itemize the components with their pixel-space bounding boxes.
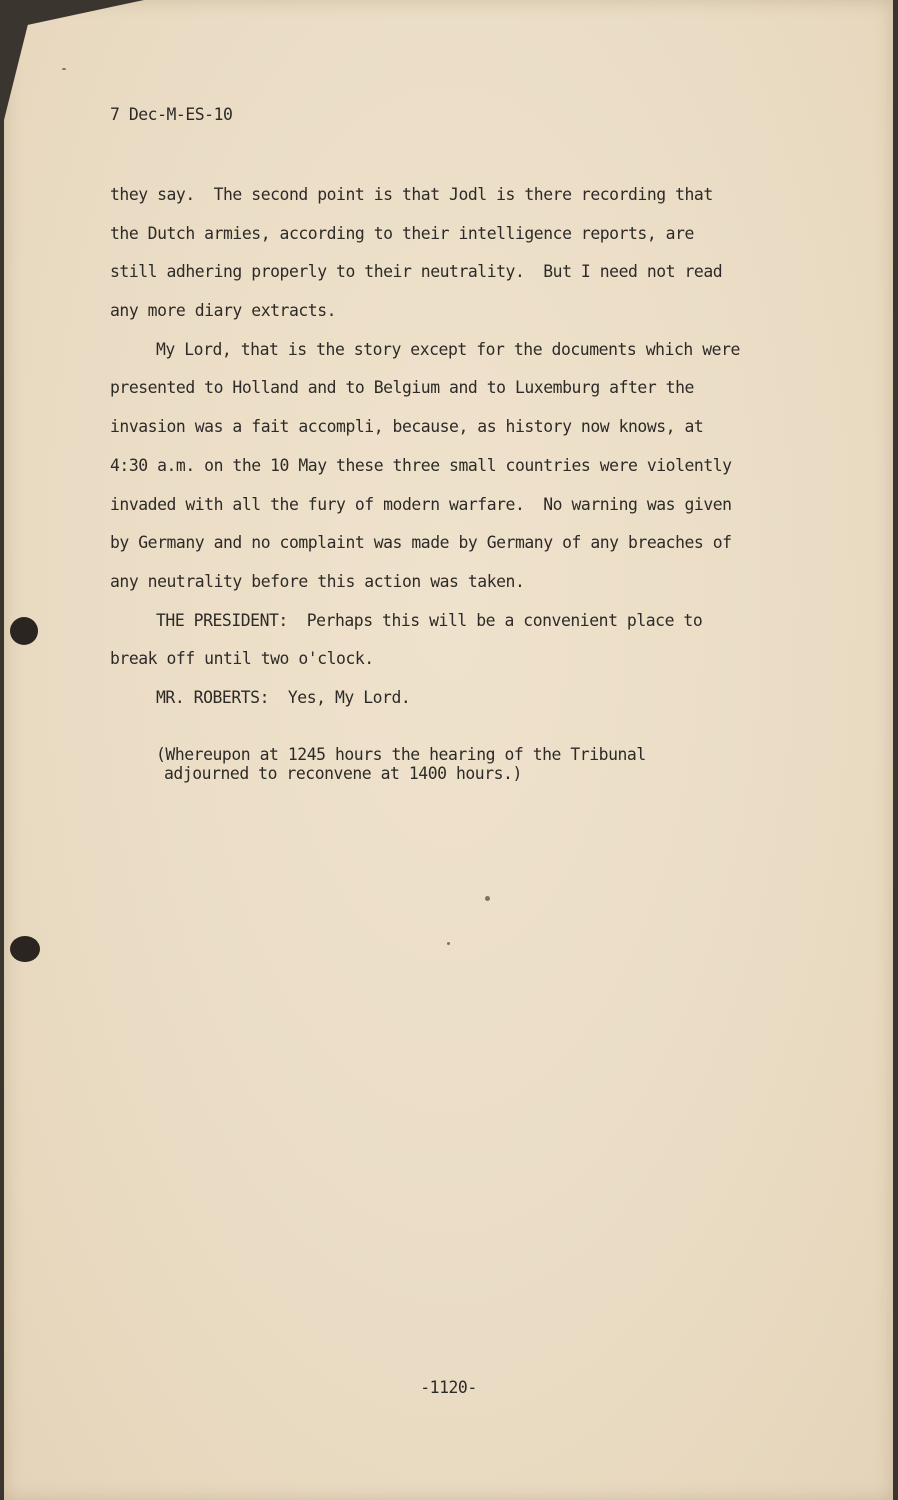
- punch-hole: [10, 617, 38, 645]
- body-line: any neutrality before this action was taken.: [110, 571, 525, 591]
- body-line: 4:30 a.m. on the 10 May these three small countries were violently: [110, 455, 732, 475]
- body-line: any more diary extracts.: [110, 301, 337, 321]
- paper-speck: [62, 68, 66, 70]
- page-number: -1120-: [420, 1378, 477, 1397]
- punch-hole: [10, 936, 40, 962]
- transcript-body: [110, 176, 740, 718]
- speaker-line-president: THE PRESIDENT: Perhaps this will be a convenient place to: [156, 610, 703, 630]
- paper-speck: [485, 896, 490, 901]
- note-line: adjourned to reconvene at 1400 hours.): [164, 764, 522, 783]
- body-line: the Dutch armies, according to their intelligence reports, are: [110, 223, 694, 243]
- body-line: by Germany and no complaint was made by Germany of any breaches of: [110, 533, 732, 553]
- body-line: they say. The second point is that Jodl is there recording that: [110, 185, 713, 204]
- body-line: invaded with all the fury of modern warfare. No warning was given: [110, 494, 732, 514]
- document-id: 7 Dec-M-ES-10: [110, 105, 233, 124]
- paper-speck: [447, 942, 450, 945]
- body-line: invasion was a fait accompli, because, as history now knows, at: [110, 417, 704, 437]
- note-line: (Whereupon at 1245 hours the hearing of the Tribunal: [156, 745, 646, 764]
- speaker-line-roberts: MR. ROBERTS: Yes, My Lord.: [156, 687, 411, 707]
- body-line: still adhering properly to their neutrality. But I need not read: [110, 262, 723, 282]
- document-page: [4, 0, 893, 1500]
- body-line: break off until two o'clock.: [110, 649, 374, 669]
- adjournment-note: [156, 745, 646, 783]
- body-line: presented to Holland and to Belgium and to Luxemburg after the: [110, 378, 694, 398]
- body-line: My Lord, that is the story except for the documents which were: [156, 339, 740, 359]
- torn-corner-top: [4, 0, 144, 30]
